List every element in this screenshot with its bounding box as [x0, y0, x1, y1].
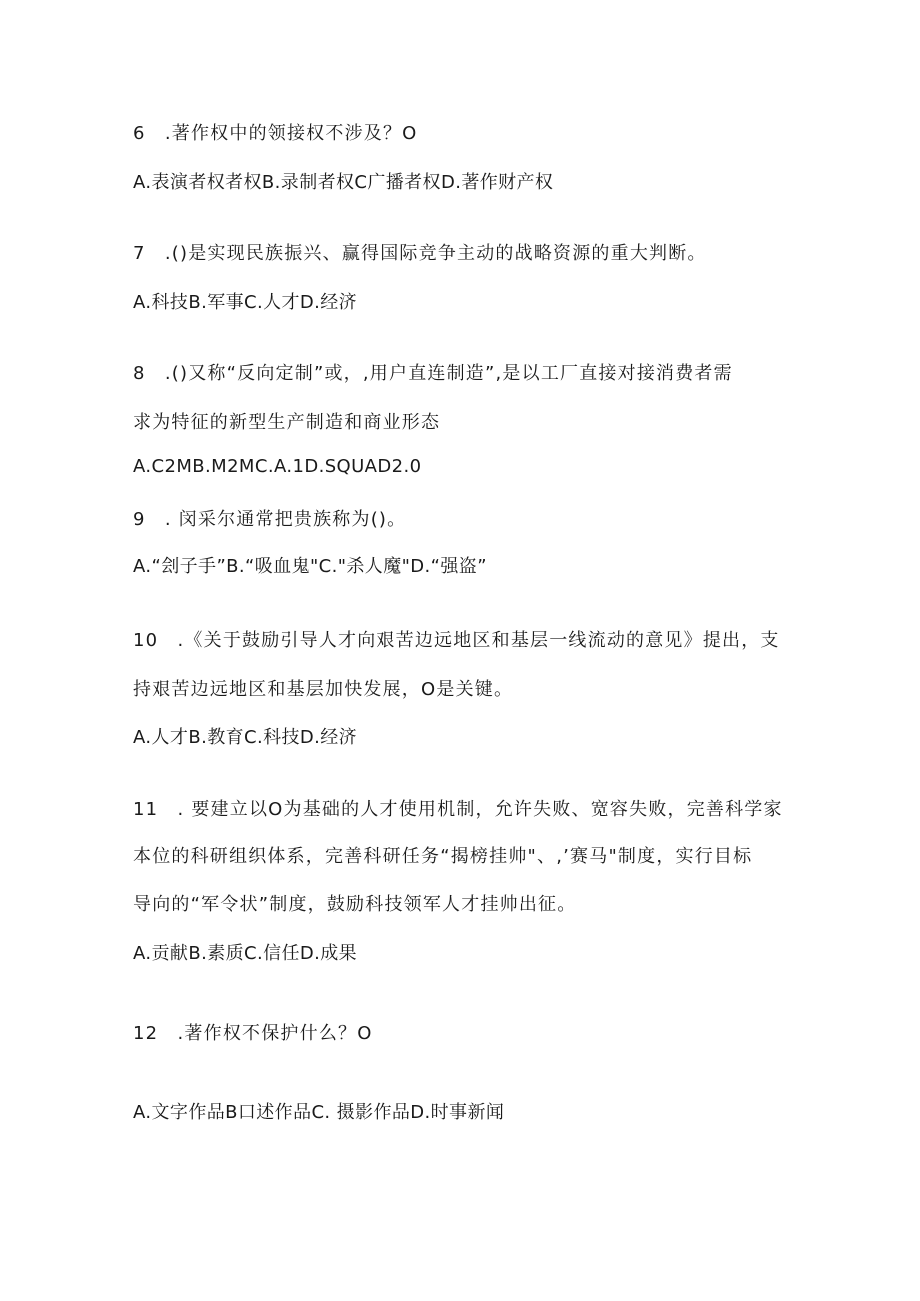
question-8-options: A.C2MB.M2MC.A.1D.SQUAD2.0 — [133, 456, 422, 477]
question-7-text: 7 .()是实现民族振兴、赢得国际竞争主动的战略资源的重大判断。 — [133, 243, 707, 264]
question-9-options: A.“刽子手”B.“吸血鬼"C."杀人魔"D.“强盗” — [133, 556, 487, 577]
question-11-text-line-1: 11 . 要建立以O为基础的人才使用机制，允许失败、宽容失败，完善科学家 — [133, 799, 783, 820]
question-8-text-line-2: 求为特征的新型生产制造和商业形态 — [133, 412, 441, 433]
question-10-text-line-2: 持艰苦边远地区和基层加快发展，O是关键。 — [133, 679, 514, 700]
question-8-text-line-1: 8 .()又称“反向定制”或，,用户直连制造”,是以工厂直接对接消费者需 — [133, 363, 733, 384]
question-10-text-line-1: 10 .《关于鼓励引导人才向艰苦边远地区和基层一线流动的意见》提出，支 — [133, 630, 780, 651]
question-12-text: 12 .著作权不保护什么？O — [133, 1023, 373, 1044]
question-11-options: A.贡献B.素质C.信任D.成果 — [133, 943, 358, 964]
question-6-text: 6 .著作权中的领接权不涉及？O — [133, 123, 418, 144]
question-9-text: 9 . 闵采尔通常把贵族称为()。 — [133, 509, 407, 530]
question-7-options: A.科技B.军事C.人才D.经济 — [133, 292, 358, 313]
question-6-options: A.表演者权者权B.录制者权C广播者权D.著作财产权 — [133, 172, 554, 193]
question-11-text-line-3: 导向的“军令状”制度，鼓励科技领军人才挂帅出征。 — [133, 894, 577, 915]
question-11-text-line-2: 本位的科研组织体系，完善科研任务“揭榜挂帅"、,’赛马"制度，实行目标 — [133, 846, 753, 867]
question-12-options: A.文字作品B口述作品C. 摄影作品D.时事新闻 — [133, 1102, 505, 1123]
question-10-options: A.人才B.教育C.科技D.经济 — [133, 727, 358, 748]
